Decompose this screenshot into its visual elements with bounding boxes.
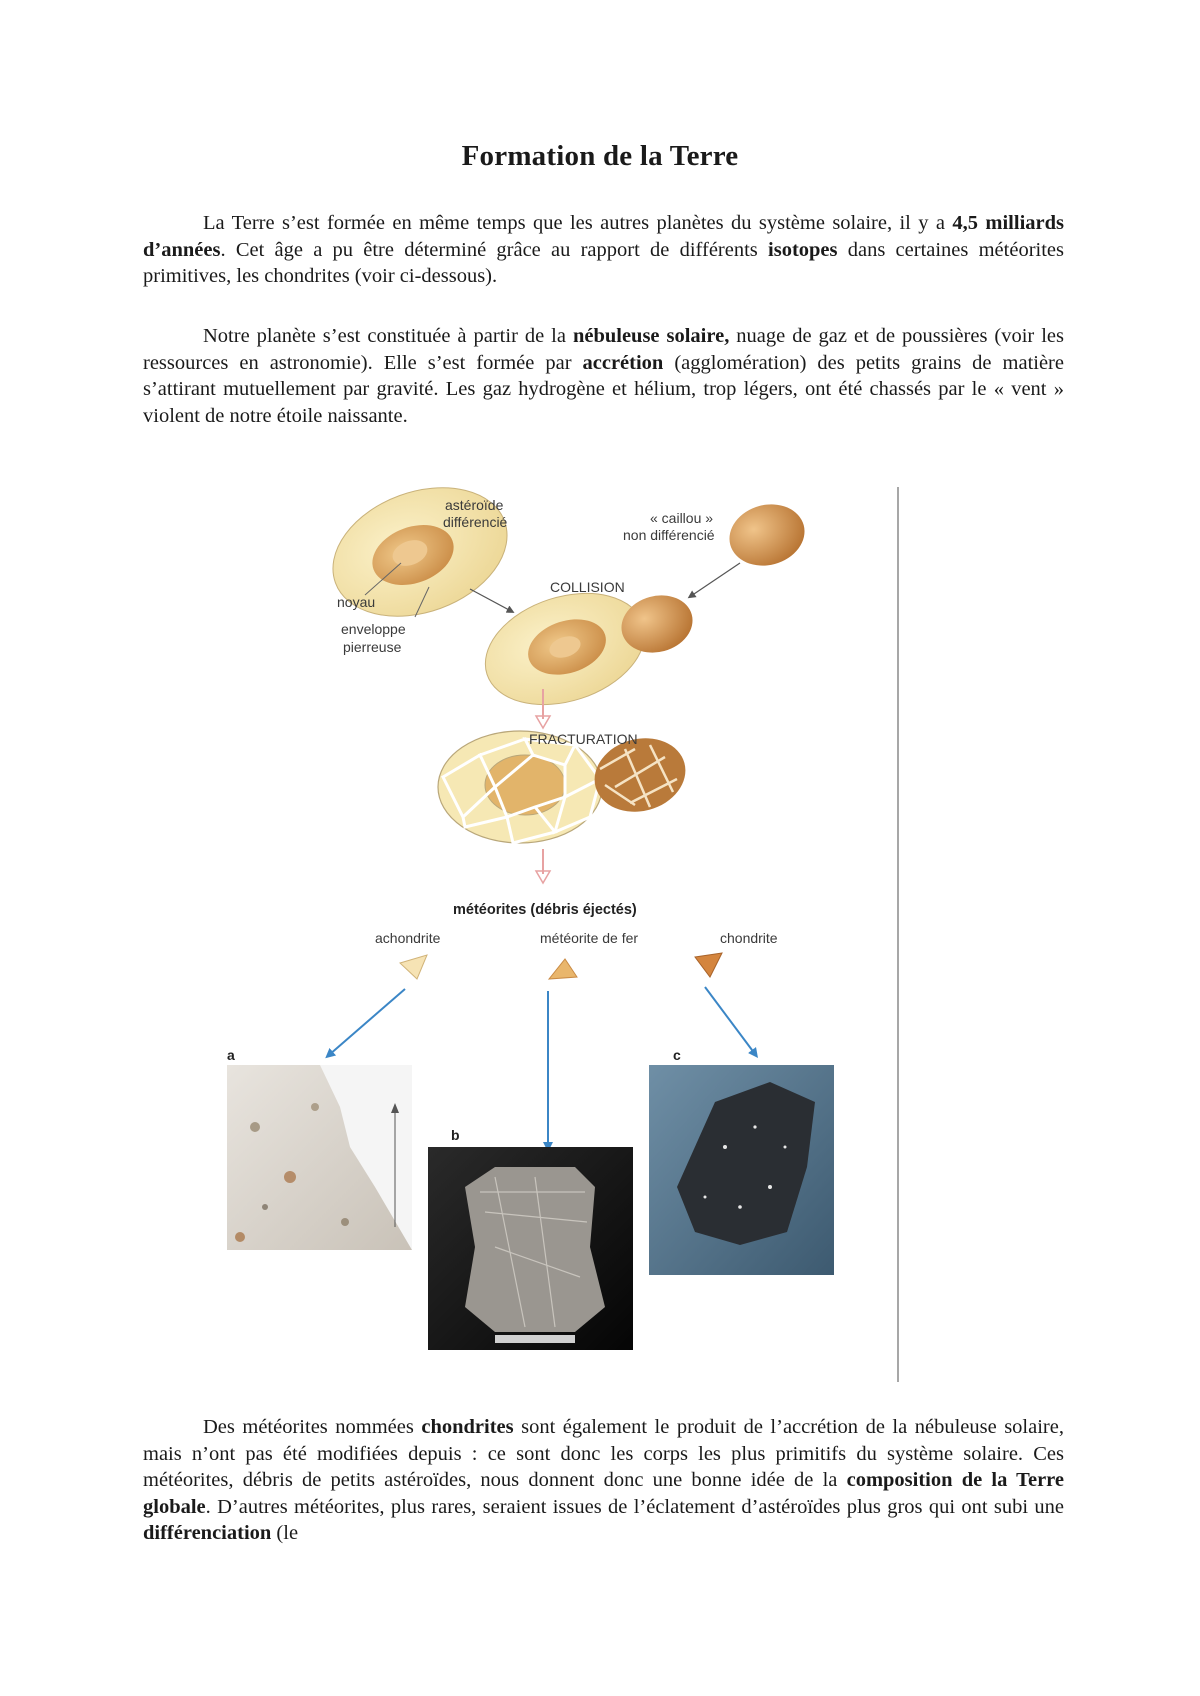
- p3-text-4: (le: [271, 1522, 299, 1544]
- paragraph-accretion: [143, 323, 1064, 429]
- label-fracturation: FRACTURATION: [529, 731, 638, 747]
- label-achondrite: achondrite: [375, 930, 441, 946]
- pink-arrow-to-meteorites: [536, 849, 550, 883]
- achondrite-fragment-icon: [400, 955, 427, 979]
- label-caillou-line1: « caillou »: [650, 510, 714, 526]
- photo-letter-a: a: [227, 1047, 235, 1063]
- p2-text-2: nuage de gaz et de poussières (voir les ressources en astronomie). Elle s’est formée par: [143, 325, 1064, 374]
- p3-bold-composition: composition de la Terre globale: [143, 1469, 1064, 1518]
- p2-bold-accretion: accrétion: [582, 351, 664, 374]
- p2-bold-nebuleuse: nébuleuse solaire,: [572, 325, 730, 347]
- p3-text-3: . D’autres météorites, plus rares, seraient issues de l’éclatement d’astéroïdes plus gros qui ont subi une: [205, 1495, 1064, 1518]
- label-asteroide-line1: astéroïde: [445, 497, 504, 513]
- p2-text-1: Notre planète s’est constituée à partir de la: [203, 325, 573, 347]
- paragraph-age-of-earth: [143, 210, 1064, 290]
- iron-meteorite-fragment-icon: [549, 959, 577, 979]
- page-title: Formation de la Terre: [461, 140, 739, 172]
- label-enveloppe-line2: pierreuse: [343, 639, 402, 655]
- blue-arrow-to-photo-c: [705, 987, 755, 1054]
- p3-bold-differenciation: différenciation: [143, 1522, 272, 1544]
- p3-bold-chondrites: chondrites: [421, 1416, 514, 1438]
- label-enveloppe-line1: enveloppe: [341, 621, 406, 637]
- blue-arrow-to-photo-a: [329, 989, 405, 1055]
- p3-text-1: Des météorites nommées: [203, 1416, 422, 1438]
- p1-text-1: La Terre s’est formée en même temps que les autres planètes du système solaire, il y a: [203, 212, 953, 234]
- photo-chondrite: [649, 1065, 834, 1275]
- photo-letter-b: b: [451, 1127, 460, 1143]
- label-meteorite-de-fer: météorite de fer: [540, 930, 639, 946]
- meteorite-formation-figure: [195, 487, 905, 1382]
- label-asteroide-line2: différencié: [443, 514, 508, 530]
- label-collision: COLLISION: [550, 579, 625, 595]
- photo-achondrite: [227, 1065, 412, 1250]
- label-caillou-line2: non différencié: [623, 527, 715, 543]
- chondrite-fragment-icon: [695, 953, 722, 977]
- p3-text-2: sont également le produit de l’accrétion de la nébuleuse solaire, mais n’ont pas été modifiées depuis : ce sont donc les corps les plus primitifs du système solaire. Ces météorites, débris de petits astéroïdes, nous donnent donc une bonne idée de la: [143, 1416, 1064, 1491]
- p1-bold-age: 4,5 milliards d’années: [143, 212, 1064, 261]
- collision-bodies-shape: [471, 574, 699, 724]
- photo-iron-meteorite: [428, 1147, 633, 1350]
- label-meteorites: météorites (débris éjectés): [453, 902, 637, 918]
- arrow-asteroid-to-collision: [470, 589, 511, 611]
- arrow-pebble-to-collision: [691, 563, 740, 596]
- paragraph-chondrites: [143, 1414, 1064, 1547]
- p1-bold-isotopes: isotopes: [768, 238, 838, 261]
- p1-text-2: . Cet âge a pu être déterminé grâce au rapport de différents: [220, 238, 769, 261]
- p2-text-3: (agglomération) des petits grains de matière s’attirant mutuellement par gravité. Les gaz hydrogène et hélium, trop légers, ont été chassés par le « vent » violent de notre étoile naissante.: [143, 351, 1064, 427]
- photo-letter-c: c: [673, 1047, 681, 1063]
- label-chondrite: chondrite: [720, 930, 778, 946]
- pebble-undifferentiated-shape: [723, 496, 812, 574]
- label-noyau: noyau: [337, 594, 376, 610]
- p1-text-3: dans certaines météorites primitives, les chondrites (voir ci-dessous).: [143, 238, 1064, 287]
